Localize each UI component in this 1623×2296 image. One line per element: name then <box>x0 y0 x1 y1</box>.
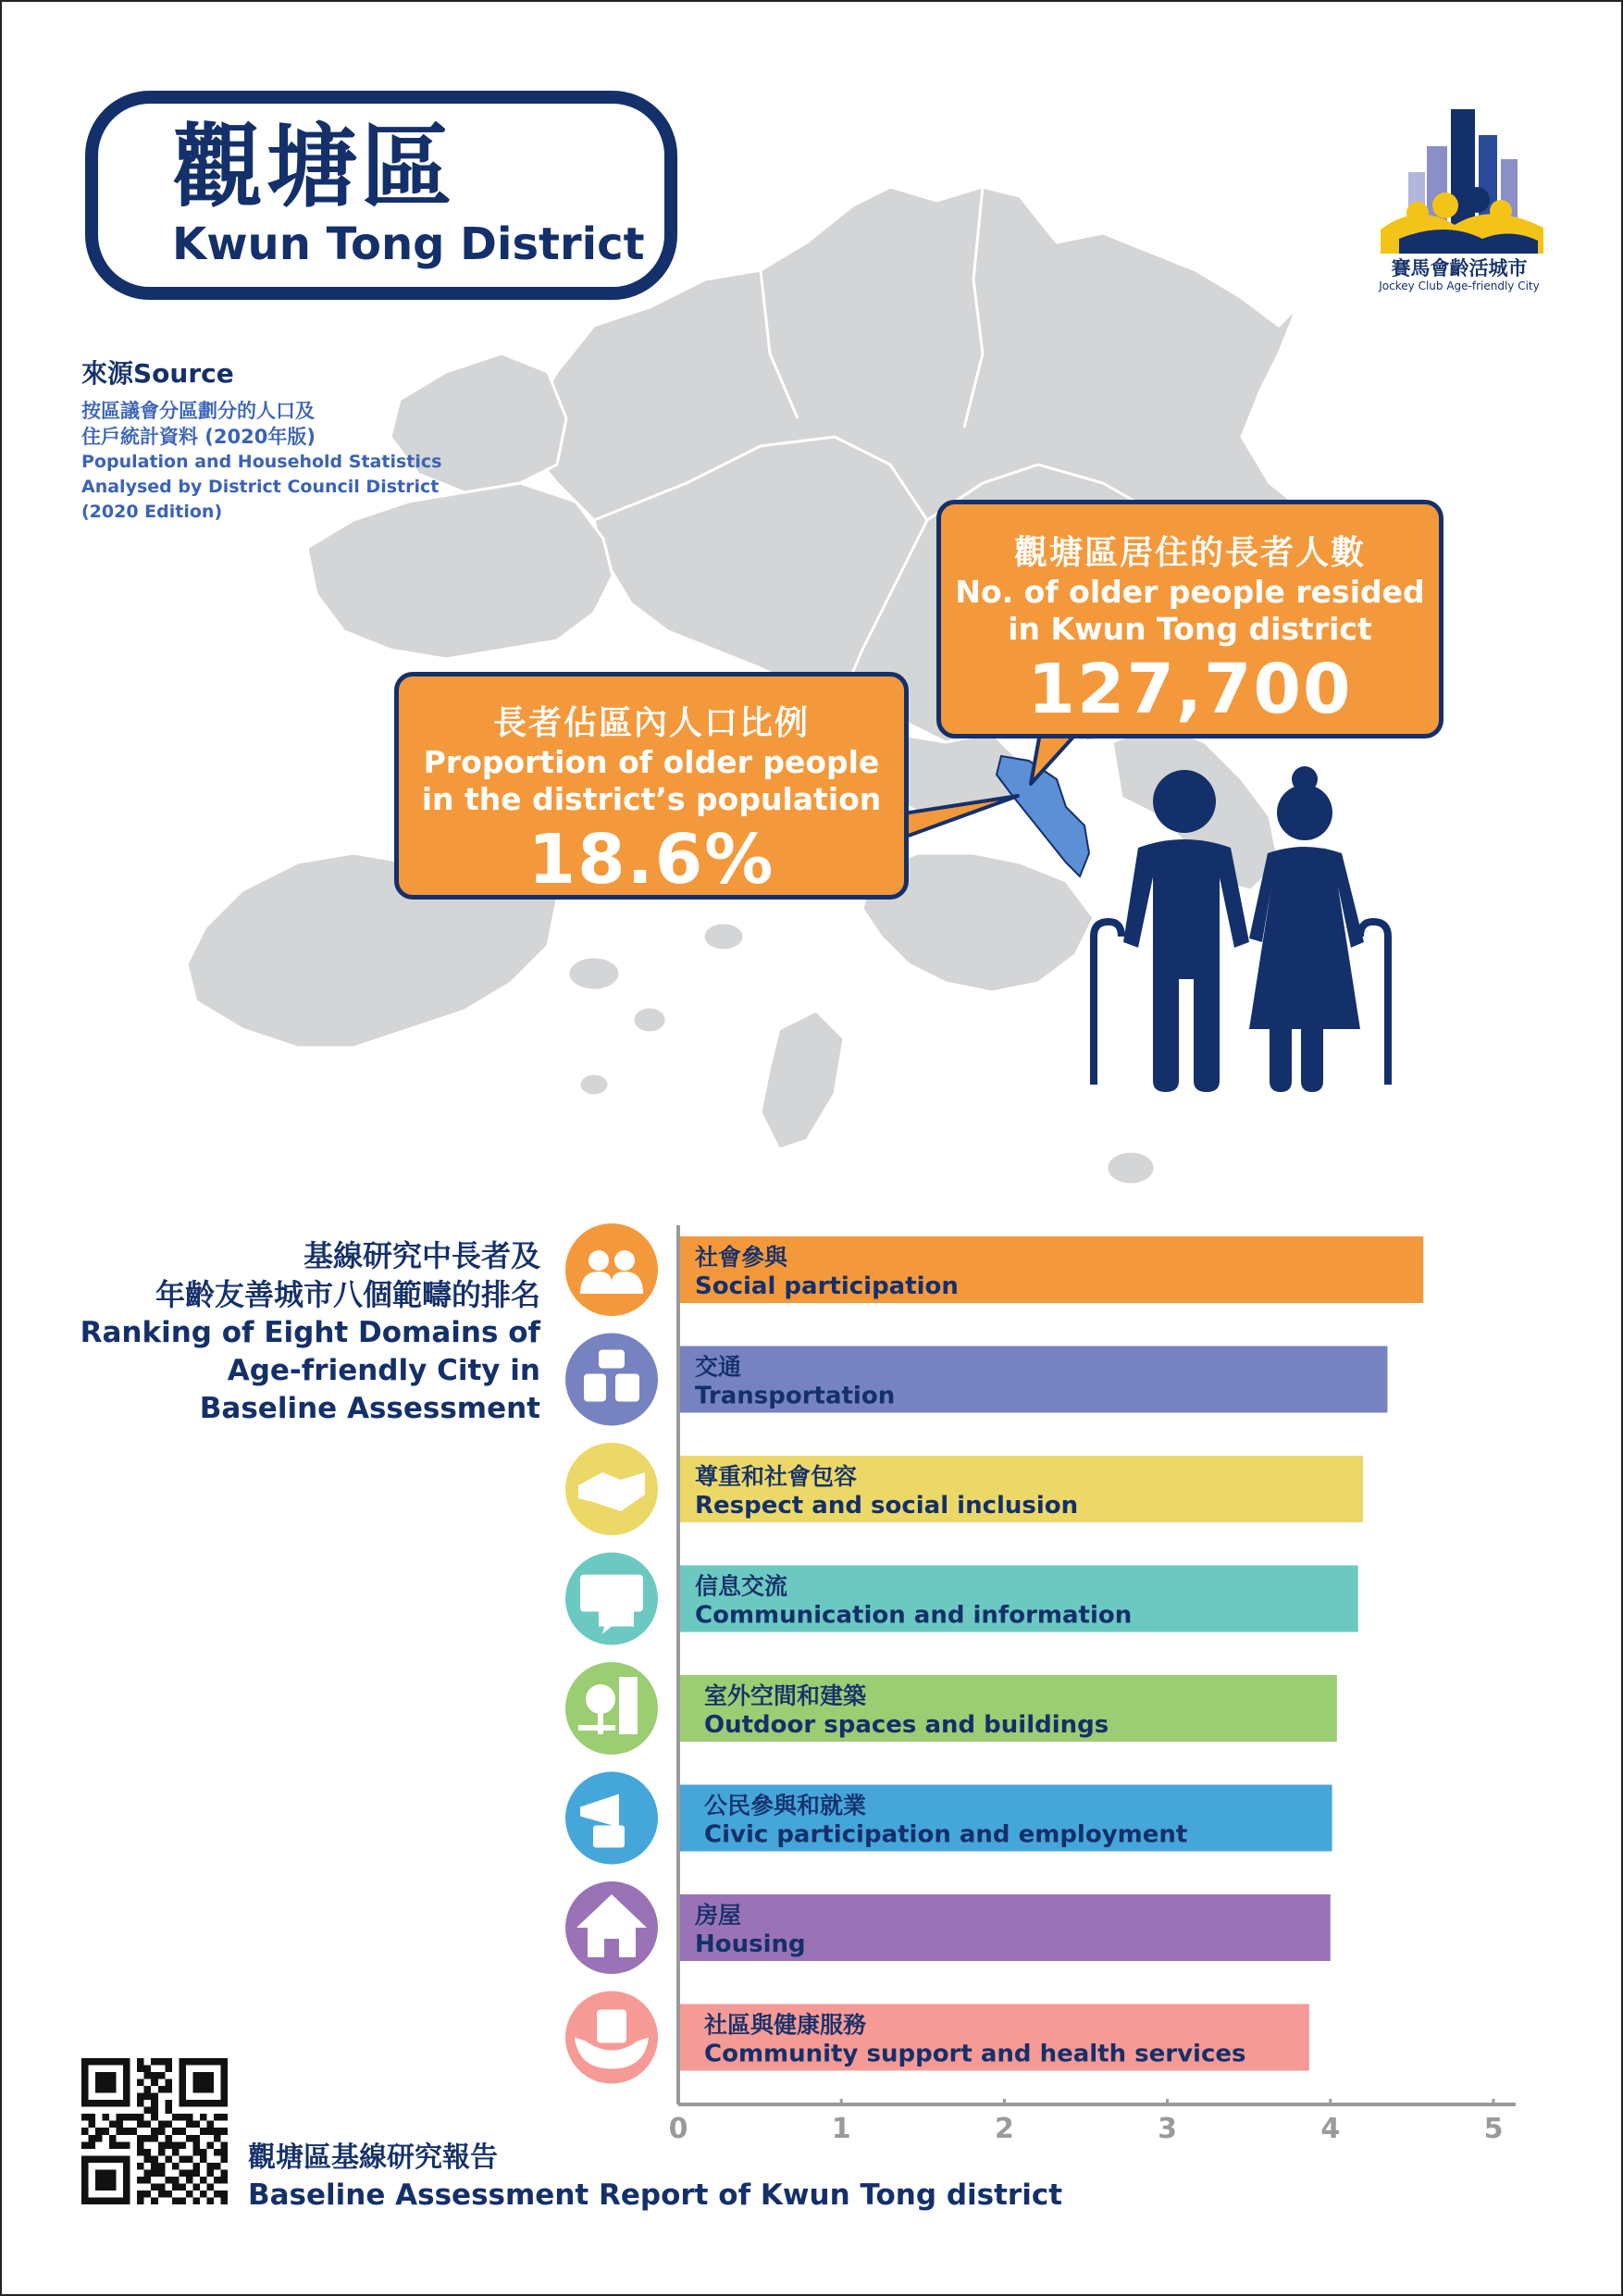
footer-title-en: Baseline Assessment Report of Kwun Tong district <box>248 2178 1063 2212</box>
domain-label-en: Civic participation and employment <box>704 1820 1188 1849</box>
source-zh-line1: 按區議會分區劃分的人口及 <box>81 400 315 422</box>
footer-title <box>248 2140 1062 2214</box>
domain-label-zh: 社會參與 <box>695 1244 788 1271</box>
domain-icon-circle <box>565 1334 658 1426</box>
domain-label-en: Communication and information <box>695 1601 1133 1630</box>
domain-label-zh: 房屋 <box>695 1902 742 1929</box>
domain-label-en: Respect and social inclusion <box>695 1492 1079 1520</box>
source-label: 來源Source <box>81 358 234 389</box>
x-tick-label: 3 <box>1158 2113 1178 2145</box>
footer-title-zh: 觀塘區基線研究報告 <box>248 2141 498 2174</box>
domain-label-zh: 信息交流 <box>695 1572 788 1600</box>
proportion-callout-en-line2: in the district’s population <box>421 781 882 817</box>
source-zh-line2: 住戶統計資料 (2020年版) <box>81 426 316 448</box>
source-en-line2: Analysed by District Council District <box>81 477 440 497</box>
qr-code-icon <box>81 2058 228 2204</box>
x-tick-label: 1 <box>831 2113 851 2145</box>
source-en-line1: Population and Household Statistics <box>81 452 442 472</box>
logo-name-en: Jockey Club Age-friendly City <box>1379 279 1540 292</box>
x-tick-label: 5 <box>1483 2113 1504 2145</box>
x-tick-label: 0 <box>668 2113 688 2145</box>
x-tick-label: 2 <box>994 2113 1014 2145</box>
elders-callout-en-line2: in Kwun Tong district <box>1008 611 1372 647</box>
district-title-zh: 觀塘區 <box>172 115 456 220</box>
district-title-en: Kwun Tong District <box>172 218 645 270</box>
domain-label-en: Transportation <box>695 1382 896 1410</box>
ranking-title-en-line2: Age-friendly City in <box>227 1354 540 1387</box>
ranking-title-en-line1: Ranking of Eight Domains of <box>80 1316 540 1349</box>
domain-ranking-chart <box>2 2 1623 2296</box>
x-tick-label: 4 <box>1320 2113 1341 2145</box>
domain-icon-circle <box>565 1223 658 1316</box>
domain-label-en: Social participation <box>695 1272 959 1300</box>
domain-label-en: Community support and health services <box>704 2040 1246 2068</box>
proportion-value: 18.6% <box>527 820 775 900</box>
domain-label-zh: 室外空間和建築 <box>704 1682 867 1709</box>
ranking-title-zh-line1: 基線研究中長者及 <box>303 1238 540 1273</box>
ranking-title-en-line3: Baseline Assessment <box>199 1392 540 1425</box>
domain-label-zh: 交通 <box>695 1353 742 1381</box>
proportion-callout-en-line1: Proportion of older people <box>423 744 880 780</box>
elders-callout-en-line1: No. of older people resided <box>955 574 1425 610</box>
logo-name-zh: 賽馬會齡活城市 <box>1391 257 1528 279</box>
domain-label-zh: 公民參與和就業 <box>704 1792 867 1819</box>
domain-label-en: Outdoor spaces and buildings <box>704 1711 1109 1739</box>
source-en-line3: (2020 Edition) <box>81 502 223 522</box>
domain-label-zh: 尊重和社會包容 <box>695 1463 858 1490</box>
domain-label-zh: 社區與健康服務 <box>704 2011 867 2039</box>
domain-label-en: Housing <box>695 1930 806 1958</box>
proportion-callout-zh: 長者佔區內人口比例 <box>492 704 810 742</box>
elders-callout-zh: 觀塘區居住的長者人數 <box>1013 534 1366 572</box>
ranking-title-zh-line2: 年齡友善城市八個範疇的排名 <box>155 1277 540 1312</box>
elders-count-value: 127,700 <box>1027 650 1353 729</box>
